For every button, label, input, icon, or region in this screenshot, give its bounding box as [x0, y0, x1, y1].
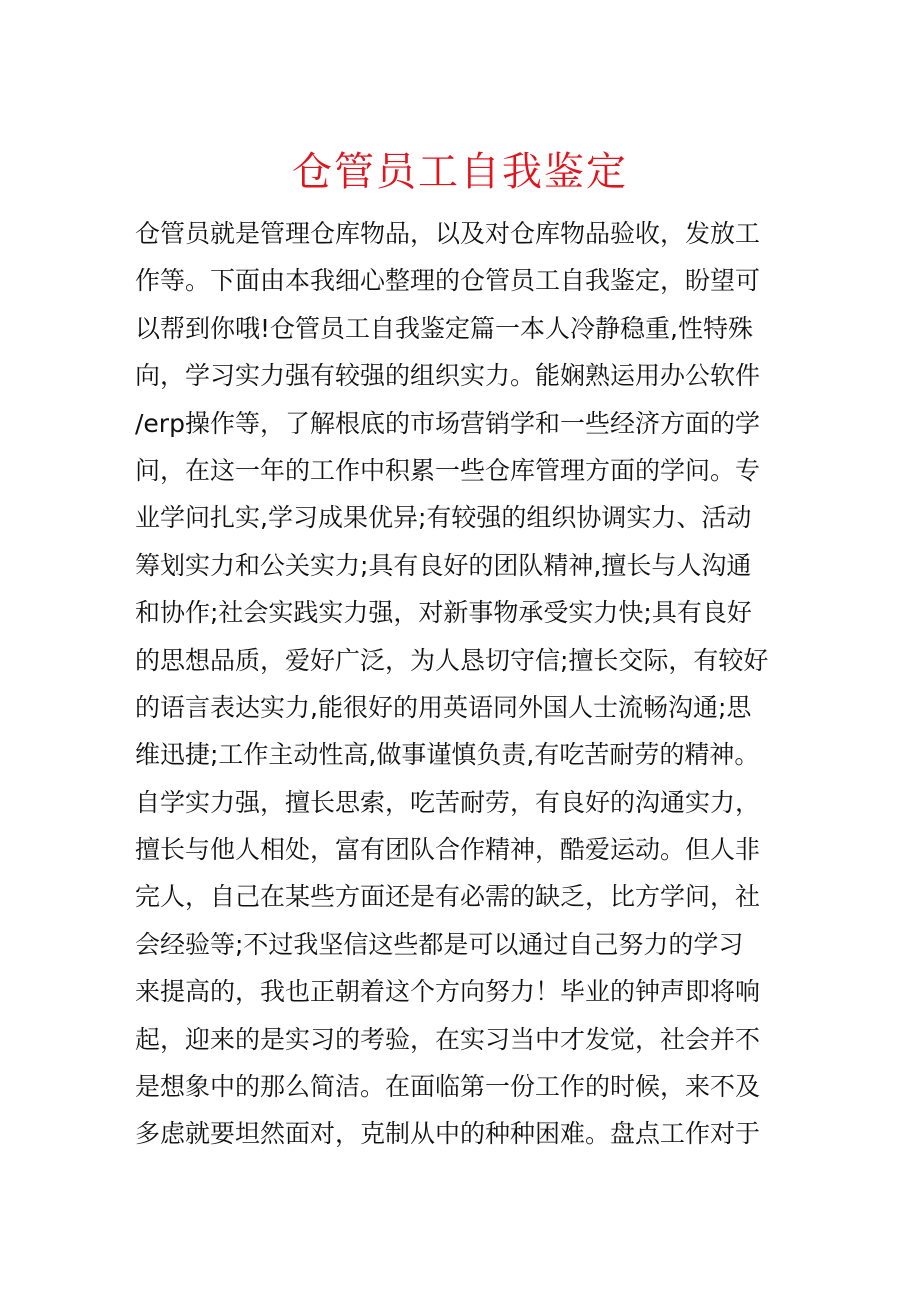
body-line: 的思想品质，爱好广泛，为人恳切守信;擅长交际，有较好	[135, 645, 769, 675]
body-line: 向，学习实力强有较强的组织实力。能娴熟运用办公软件	[135, 361, 761, 391]
body-line: 的语言表达实力,能很好的用英语同外国人士流畅沟通;思	[135, 692, 752, 722]
body-line: 筹划实力和公关实力;具有良好的团队精神,擅长与人沟通	[135, 550, 752, 580]
body-line: 问，在这一年的工作中积累一些仓库管理方面的学问。专	[135, 455, 761, 485]
body-line: 擅长与他人相处，富有团队合作精神，酷爱运动。但人非	[135, 835, 761, 865]
body-line: /erp操作等，了解根底的市场营销学和一些经济方面的学	[135, 408, 760, 438]
body-line: 完人，自己在某些方面还是有必需的缺乏，比方学问，社	[135, 882, 761, 912]
body-line: 仓管员就是管理仓库物品，以及对仓库物品验收，发放工	[135, 219, 761, 248]
document-title: 仓管员工自我鉴定	[292, 149, 628, 195]
body-line: 是想象中的那么简洁。在面临第一份工作的时候，来不及	[135, 1072, 761, 1102]
body-line: 和协作;社会实践实力强，对新事物承受实力快;具有良好	[135, 598, 752, 628]
body-line: 以帮到你哦!仓管员工自我鉴定篇一本人冷静稳重,性特殊	[135, 313, 753, 343]
body-line: 维迅捷;工作主动性高,做事谨慎负责,有吃苦耐劳的精神。	[135, 740, 760, 770]
body-line: 作等。下面由本我细心整理的仓管员工自我鉴定，盼望可	[135, 266, 761, 296]
body-line: 来提高的，我也正朝着这个方向努力！毕业的钟声即将响	[135, 977, 761, 1007]
body-line: 多虑就要坦然面对，克制从中的种种困难。盘点工作对于	[135, 1119, 761, 1149]
body-line: 会经验等;不过我坚信这些都是可以通过自己努力的学习	[135, 929, 744, 959]
body-line: 业学问扎实,学习成果优异;有较强的组织协调实力、活动	[135, 503, 752, 533]
body-line: 自学实力强，擅长思索，吃苦耐劳，有良好的沟通实力，	[135, 787, 761, 817]
body-line: 起，迎来的是实习的考验，在实习当中才发觉，社会并不	[135, 1024, 761, 1054]
document-body	[135, 210, 795, 1158]
